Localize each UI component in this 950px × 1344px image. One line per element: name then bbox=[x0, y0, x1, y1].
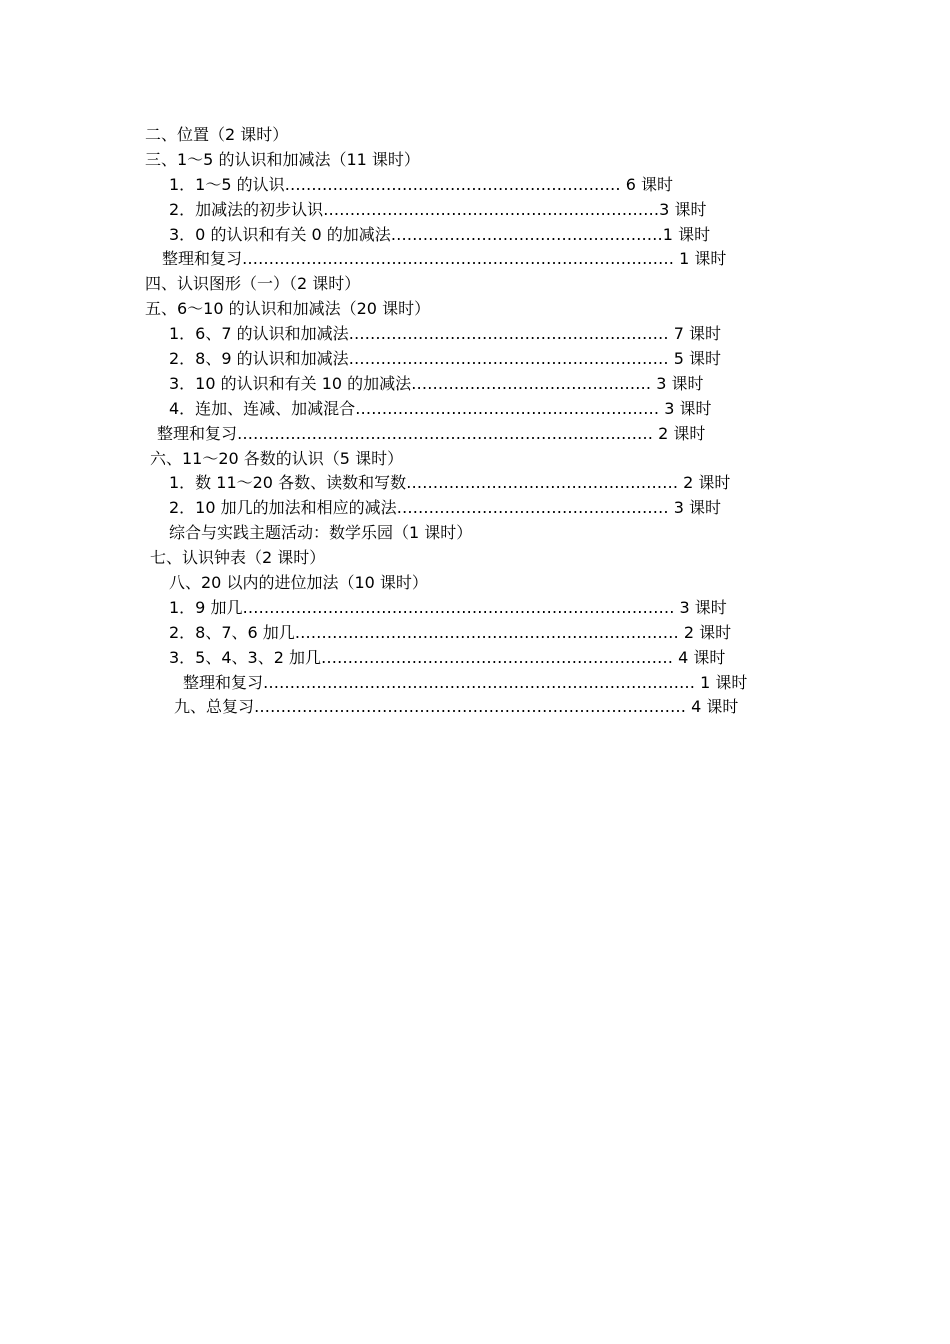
toc-text: 2．加减法的初步认识………………………………………………………3 课时 bbox=[169, 199, 707, 219]
toc-line-chapter-9 bbox=[0, 695, 950, 720]
toc-text: 五、6～10 的认识和加减法（20 课时） bbox=[145, 299, 431, 319]
toc-text: 三、1～5 的认识和加减法（11 课时） bbox=[145, 149, 420, 169]
toc-line-item bbox=[0, 471, 950, 496]
toc-line-chapter-7 bbox=[0, 546, 950, 571]
toc-text: 1．数 11～20 各数、读数和写数…………………………………………… 2 课时 bbox=[169, 473, 731, 493]
toc-line-item bbox=[0, 173, 950, 198]
toc-text: 整理和复习……………………………………………………………………… 1 课时 bbox=[162, 249, 727, 269]
toc-line-item bbox=[0, 322, 950, 347]
toc-line-review bbox=[0, 247, 950, 272]
toc-line-item bbox=[0, 223, 950, 248]
toc-line-item bbox=[0, 621, 950, 646]
toc-line-activity bbox=[0, 521, 950, 546]
toc-line-chapter-5 bbox=[0, 297, 950, 322]
toc-text: 整理和复习…………………………………………………………………… 2 课时 bbox=[157, 423, 706, 443]
toc-line-item bbox=[0, 596, 950, 621]
toc-text: 1．1～5 的认识……………………………………………………… 6 课时 bbox=[169, 174, 673, 194]
toc-text: 九、总复习……………………………………………………………………… 4 课时 bbox=[174, 697, 739, 717]
toc-line-item bbox=[0, 397, 950, 422]
toc-line-chapter-2 bbox=[0, 123, 950, 148]
toc-text: 1．9 加几……………………………………………………………………… 3 课时 bbox=[169, 597, 727, 617]
toc-text: 2．10 加几的加法和相应的减法…………………………………………… 3 课时 bbox=[169, 498, 721, 518]
toc-text: 八、20 以内的进位加法（10 课时） bbox=[169, 573, 428, 593]
toc-text: 七、认识钟表（2 课时） bbox=[150, 548, 326, 568]
toc-text: 六、11～20 各数的认识（5 课时） bbox=[150, 448, 404, 468]
toc-line-item bbox=[0, 347, 950, 372]
toc-line-item bbox=[0, 496, 950, 521]
toc-text: 整理和复习……………………………………………………………………… 1 课时 bbox=[183, 672, 748, 692]
toc-line-item bbox=[0, 646, 950, 671]
toc-line-item bbox=[0, 372, 950, 397]
table-of-contents bbox=[0, 123, 950, 720]
toc-text: 四、认识图形（一）（2 课时） bbox=[145, 274, 361, 294]
toc-text: 2．8、7、6 加几……………………………………………………………… 2 课时 bbox=[169, 622, 732, 642]
toc-text: 3．10 的认识和有关 10 的加减法……………………………………… 3 课时 bbox=[169, 373, 704, 393]
toc-line-review bbox=[0, 671, 950, 696]
toc-text: 二、位置（2 课时） bbox=[145, 125, 289, 144]
toc-line-chapter-6 bbox=[0, 447, 950, 472]
toc-line-item bbox=[0, 198, 950, 223]
toc-text: 3．0 的认识和有关 0 的加减法……………………………………………1 课时 bbox=[169, 224, 711, 244]
toc-line-chapter-3 bbox=[0, 148, 950, 173]
toc-line-chapter-8 bbox=[0, 571, 950, 596]
toc-text: 综合与实践主题活动：数学乐园（1 课时） bbox=[169, 523, 473, 543]
toc-text: 2．8、9 的认识和加减法…………………………………………………… 5 课时 bbox=[169, 349, 721, 369]
toc-text: 4．连加、连减、加减混合………………………………………………… 3 课时 bbox=[169, 398, 712, 418]
toc-text: 3．5、4、3、2 加几………………………………………………………… 4 课时 bbox=[169, 647, 726, 667]
toc-line-chapter-4 bbox=[0, 272, 950, 297]
toc-text: 1．6、7 的认识和加减法…………………………………………………… 7 课时 bbox=[169, 324, 721, 344]
toc-line-review bbox=[0, 422, 950, 447]
